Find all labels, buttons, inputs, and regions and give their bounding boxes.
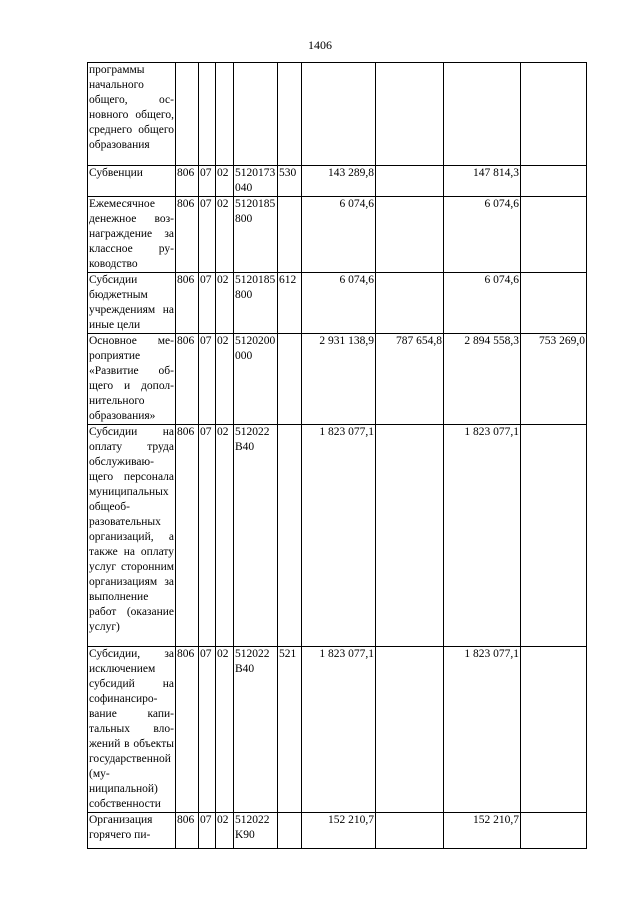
amount-2-cell: [376, 425, 444, 647]
row-name-cell: Субсидии на оплату труда обслуживающего персонала муниципальных общеобразовательных организаций, а также на оплату услуг сторонним организациям за выполнение работ (оказание услуг): [88, 425, 176, 647]
target-article-cell: 5120173040: [234, 166, 278, 197]
expense-type-cell: 612: [278, 273, 302, 334]
target-article-cell: 512022B40: [234, 647, 278, 813]
subsection-code-cell: 02: [216, 334, 234, 425]
ministry-code-cell: 806: [176, 273, 199, 334]
amount-1-cell: [302, 63, 376, 166]
amount-1-cell: 2 931 138,9: [302, 334, 376, 425]
table-row: [88, 813, 587, 849]
row-name-cell: Организация горячего пи-: [88, 813, 176, 849]
subsection-code-cell: 02: [216, 197, 234, 273]
row-name-cell: Субвенции: [88, 166, 176, 197]
ministry-code-cell: [176, 63, 199, 166]
target-article-cell: 5120200000: [234, 334, 278, 425]
expense-type-cell: [278, 197, 302, 273]
amount-4-cell: [521, 63, 587, 166]
target-article-cell: 5120185800: [234, 197, 278, 273]
amount-2-cell: [376, 647, 444, 813]
amount-2-cell: [376, 197, 444, 273]
target-article-cell: 512022B40: [234, 425, 278, 647]
amount-2-cell: [376, 166, 444, 197]
amount-1-cell: 143 289,8: [302, 166, 376, 197]
section-code-cell: 07: [199, 334, 216, 425]
amount-4-cell: [521, 425, 587, 647]
expense-type-cell: [278, 63, 302, 166]
ministry-code-cell: 806: [176, 813, 199, 849]
expense-type-cell: 530: [278, 166, 302, 197]
budget-table: [87, 62, 587, 849]
amount-2-cell: [376, 273, 444, 334]
ministry-code-cell: 806: [176, 197, 199, 273]
amount-2-cell: 787 654,8: [376, 334, 444, 425]
section-code-cell: 07: [199, 813, 216, 849]
budget-table-body: [88, 63, 587, 849]
section-code-cell: [199, 63, 216, 166]
table-row: [88, 197, 587, 273]
table-row: [88, 425, 587, 647]
amount-1-cell: 152 210,7: [302, 813, 376, 849]
subsection-code-cell: 02: [216, 273, 234, 334]
ministry-code-cell: 806: [176, 334, 199, 425]
amount-1-cell: 6 074,6: [302, 273, 376, 334]
amount-3-cell: [444, 63, 521, 166]
section-code-cell: 07: [199, 197, 216, 273]
row-name-cell: Субсидии бюджетным учреждениям на иные цели: [88, 273, 176, 334]
target-article-cell: 512022K90: [234, 813, 278, 849]
subsection-code-cell: [216, 63, 234, 166]
row-name-cell: Субсидии, за исключением субсидий на софинансирование капитальных вложений в объекты государственной (муниципальной) собственности: [88, 647, 176, 813]
amount-4-cell: [521, 197, 587, 273]
target-article-cell: 5120185800: [234, 273, 278, 334]
section-code-cell: 07: [199, 166, 216, 197]
target-article-cell: [234, 63, 278, 166]
row-name-cell: Основное мероприятие «Развитие общего и дополнительного образования»: [88, 334, 176, 425]
amount-4-cell: [521, 647, 587, 813]
expense-type-cell: [278, 425, 302, 647]
ministry-code-cell: 806: [176, 425, 199, 647]
amount-3-cell: 147 814,3: [444, 166, 521, 197]
section-code-cell: 07: [199, 273, 216, 334]
amount-1-cell: 1 823 077,1: [302, 425, 376, 647]
amount-1-cell: 6 074,6: [302, 197, 376, 273]
amount-3-cell: 6 074,6: [444, 273, 521, 334]
amount-4-cell: [521, 166, 587, 197]
amount-3-cell: 152 210,7: [444, 813, 521, 849]
amount-3-cell: 6 074,6: [444, 197, 521, 273]
page-number: 1406: [308, 38, 332, 52]
subsection-code-cell: 02: [216, 166, 234, 197]
table-row: [88, 166, 587, 197]
ministry-code-cell: 806: [176, 647, 199, 813]
amount-3-cell: 2 894 558,3: [444, 334, 521, 425]
expense-type-cell: [278, 813, 302, 849]
table-row: [88, 334, 587, 425]
table-row: [88, 647, 587, 813]
amount-4-cell: [521, 813, 587, 849]
ministry-code-cell: 806: [176, 166, 199, 197]
row-name-cell: Ежемесячное денежное вознаграждение за классное руководство: [88, 197, 176, 273]
table-row: [88, 63, 587, 166]
amount-3-cell: 1 823 077,1: [444, 425, 521, 647]
amount-1-cell: 1 823 077,1: [302, 647, 376, 813]
subsection-code-cell: 02: [216, 647, 234, 813]
amount-4-cell: 753 269,0: [521, 334, 587, 425]
amount-2-cell: [376, 813, 444, 849]
section-code-cell: 07: [199, 647, 216, 813]
expense-type-cell: [278, 334, 302, 425]
expense-type-cell: 521: [278, 647, 302, 813]
row-name-cell: программы начального общего, основного общего, среднего общего образования: [88, 63, 176, 166]
amount-2-cell: [376, 63, 444, 166]
subsection-code-cell: 02: [216, 813, 234, 849]
subsection-code-cell: 02: [216, 425, 234, 647]
amount-3-cell: 1 823 077,1: [444, 647, 521, 813]
amount-4-cell: [521, 273, 587, 334]
section-code-cell: 07: [199, 425, 216, 647]
table-row: [88, 273, 587, 334]
